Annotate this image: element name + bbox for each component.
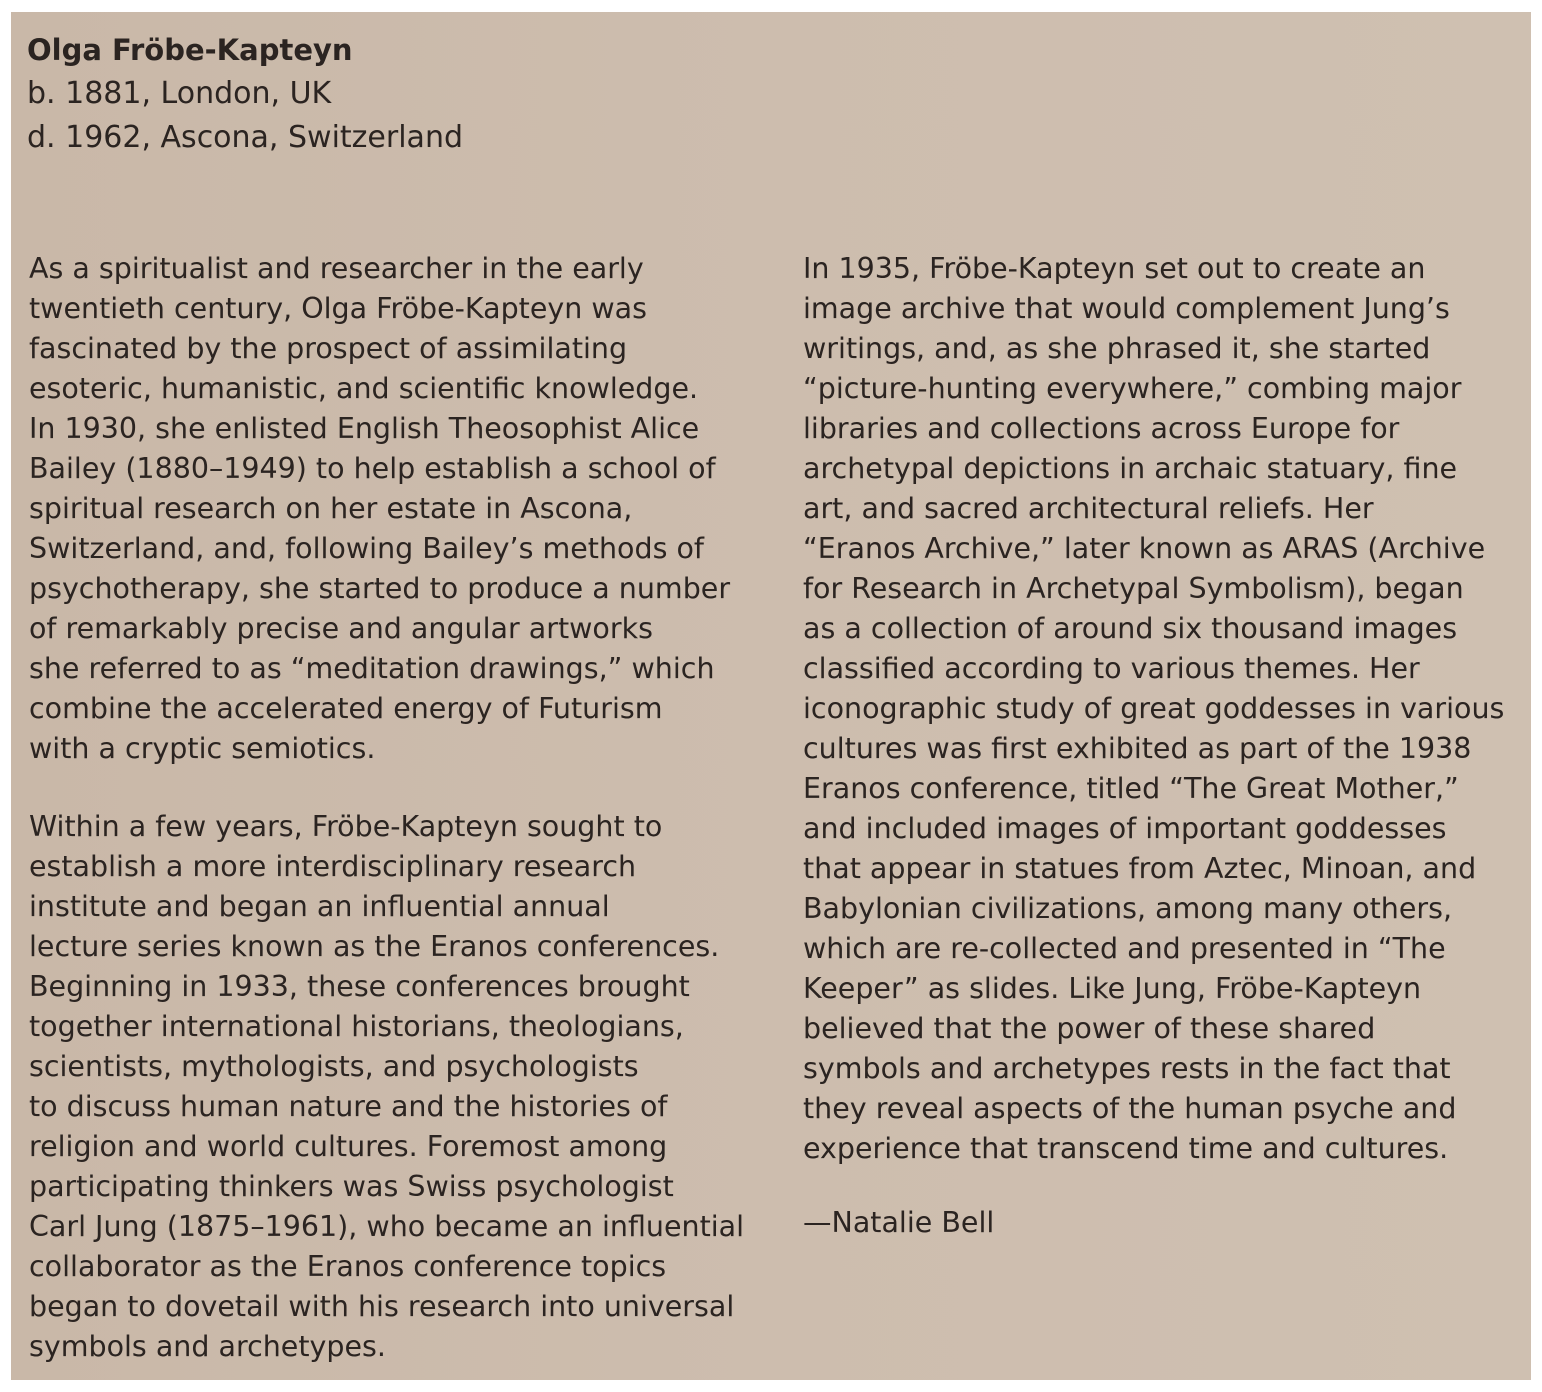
right-column: [803, 249, 1504, 1243]
text-line: Babylonian civilizations, among many others,: [803, 892, 1453, 925]
text-line: experience that transcend time and cultures.: [803, 1132, 1449, 1165]
text-line: art, and sacred architectural reliefs. Her: [803, 492, 1374, 525]
artist-name: Olga Fröbe-Kapteyn: [27, 33, 353, 67]
text-line: that appear in statues from Aztec, Minoan, and: [803, 852, 1477, 885]
text-line: libraries and collections across Europe for: [803, 412, 1400, 445]
wall-label-panel: [11, 12, 1531, 1380]
text-line: spiritual research on her estate in Ascona,: [29, 492, 633, 525]
text-line: Bailey (1880–1949) to help establish a school of: [29, 452, 716, 485]
text-line: and included images of important goddesses: [803, 812, 1447, 845]
text-line: image archive that would complement Jung’s: [803, 292, 1450, 325]
text-line: for Research in Archetypal Symbolism), began: [803, 572, 1464, 605]
text-line: classified according to various themes. Her: [803, 652, 1420, 685]
text-line: Eranos conference, titled “The Great Mother,”: [803, 772, 1459, 805]
left-paragraph-2: [29, 807, 744, 1367]
text-line: of remarkably precise and angular artworks: [29, 612, 653, 645]
text-line: In 1930, she enlisted English Theosophist Alice: [29, 412, 700, 445]
text-line: Beginning in 1933, these conferences brought: [29, 970, 690, 1003]
text-line: esoteric, humanistic, and scientific knowledge.: [29, 372, 699, 405]
text-line: twentieth century, Olga Fröbe-Kapteyn was: [29, 292, 647, 325]
author-signature: —Natalie Bell: [803, 1206, 995, 1239]
left-column: [29, 249, 744, 1367]
right-paragraph-1: [803, 249, 1504, 1169]
text-line: psychotherapy, she started to produce a number: [29, 572, 731, 605]
text-line: fascinated by the prospect of assimilating: [29, 332, 628, 365]
text-line: iconographic study of great goddesses in various: [803, 692, 1505, 725]
text-line: together international historians, theologians,: [29, 1010, 684, 1043]
text-line: In 1935, Fröbe-Kapteyn set out to create an: [803, 252, 1426, 285]
text-line: collaborator as the Eranos conference topics: [29, 1250, 667, 1283]
text-line: began to dovetail with his research into universal: [29, 1290, 735, 1323]
text-line: with a cryptic semiotics.: [29, 732, 376, 765]
text-line: “Eranos Archive,” later known as ARAS (Archive: [803, 532, 1486, 565]
birth-info: b. 1881, London, UK: [27, 76, 332, 111]
text-line: institute and began an influential annual: [29, 890, 610, 923]
text-line: establish a more interdisciplinary research: [29, 850, 637, 883]
text-line: symbols and archetypes rests in the fact that: [803, 1052, 1451, 1085]
text-line: writings, and, as she phrased it, she started: [803, 332, 1431, 365]
text-line: Keeper” as slides. Like Jung, Fröbe-Kapteyn: [803, 972, 1422, 1005]
text-line: to discuss human nature and the histories of: [29, 1090, 668, 1123]
text-line: religion and world cultures. Foremost among: [29, 1130, 668, 1163]
text-line: they reveal aspects of the human psyche and: [803, 1092, 1457, 1125]
text-line: archetypal depictions in archaic statuary, fine: [803, 452, 1458, 485]
text-line: combine the accelerated energy of Futurism: [29, 692, 663, 725]
text-line: Carl Jung (1875–1961), who became an influential: [29, 1210, 745, 1243]
text-line: participating thinkers was Swiss psychologist: [29, 1170, 674, 1203]
text-line: symbols and archetypes.: [29, 1330, 386, 1363]
text-line: scientists, mythologists, and psychologists: [29, 1050, 639, 1083]
artist-header: [27, 28, 463, 160]
text-line: which are re-collected and presented in “The: [803, 932, 1446, 965]
text-line: Within a few years, Fröbe-Kapteyn sought to: [29, 810, 663, 843]
text-line: Switzerland, and, following Bailey’s methods of: [29, 532, 704, 565]
text-line: lecture series known as the Eranos conferences.: [29, 930, 720, 963]
text-line: as a collection of around six thousand images: [803, 612, 1458, 645]
text-line: “picture-hunting everywhere,” combing major: [803, 372, 1462, 405]
left-paragraph-1: [29, 249, 744, 769]
text-line: believed that the power of these shared: [803, 1012, 1376, 1045]
text-line: cultures was first exhibited as part of the 1938: [803, 732, 1472, 765]
text-line: As a spiritualist and researcher in the early: [29, 252, 644, 285]
text-line: she referred to as “meditation drawings,” which: [29, 652, 715, 685]
death-info: d. 1962, Ascona, Switzerland: [27, 120, 463, 155]
